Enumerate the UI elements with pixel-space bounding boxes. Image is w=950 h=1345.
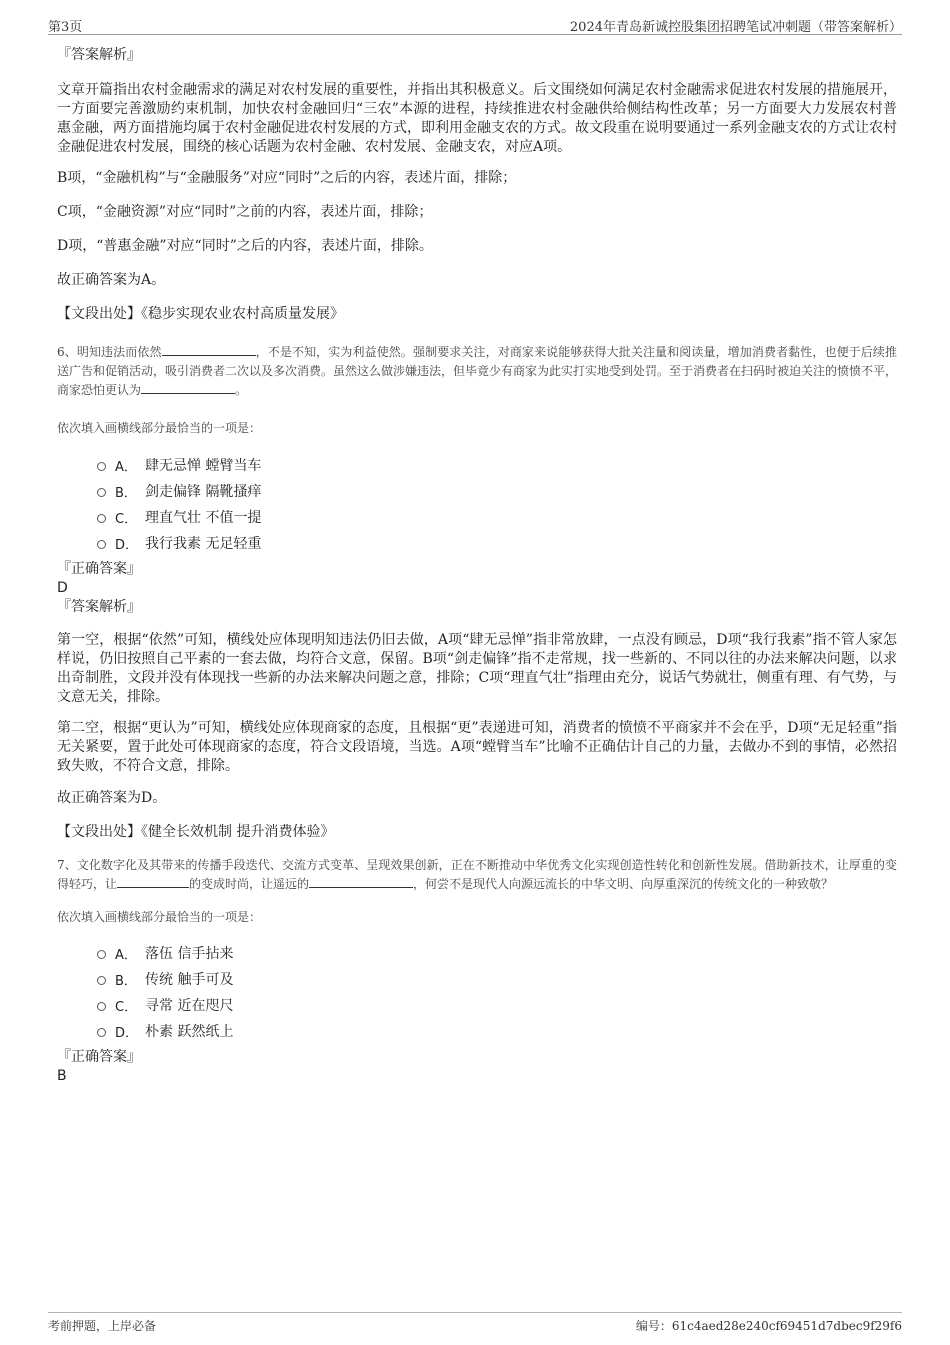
radio-circle-icon[interactable]: [97, 950, 106, 959]
option-label: 朴素 跃然纸上: [145, 1024, 234, 1040]
analysis-paragraph: 故正确答案为D。: [57, 790, 167, 806]
option-label: 我行我素 无足轻重: [145, 536, 262, 552]
option-d[interactable]: D． 我行我素 无足轻重: [57, 530, 897, 556]
correct-answer: D: [57, 580, 68, 596]
option-label: 理直气壮 不值一提: [145, 510, 262, 526]
question-instruction: 依次填入画横线部分最恰当的一项是：: [57, 421, 262, 435]
option-a[interactable]: A． 肆无忌惮 螳臂当车: [57, 452, 897, 478]
document-id: 编号：61c4aed28e240cf69451d7dbec9f29f6: [635, 1319, 902, 1333]
analysis-paragraph: C项，“金融资源”对应“同时”之前的内容，表述片面，排除；: [57, 204, 433, 220]
option-label: 寻常 近在咫尺: [145, 998, 234, 1014]
option-b[interactable]: B． 传统 触手可及: [57, 966, 897, 992]
document-title: 2024年青岛新诚控股集团招聘笔试冲刺题（带答案解析）: [569, 20, 902, 35]
question-6: [57, 343, 897, 400]
question-7: [57, 856, 897, 894]
radio-circle-icon[interactable]: [97, 488, 106, 497]
page-footer: [48, 1312, 902, 1335]
option-c[interactable]: C． 寻常 近在咫尺: [57, 992, 897, 1018]
radio-circle-icon[interactable]: [97, 1028, 106, 1037]
analysis-paragraph: 第一空，根据“依然”可知，横线处应体现明知违法仍旧去做，A项“肆无忌惮”指非常放肆，一点没有顾忌，D项“我行我素”指不管人家怎样说，仍旧按照自己平素的一套去做，均符合文意，保留。B项“剑走偏锋”指不走常规，找一些新的、不同以往的办法来解决问题，以求出奇制胜，文段并没有体现找一些新的办法来解决问题之意，排除；C项“理直气壮”指理由充分，说话气势就壮，侧重有理、有气势，与文意无关，排除。: [57, 632, 897, 705]
fill-blank: [141, 381, 235, 394]
correct-answer-label: 『正确答案』: [57, 561, 141, 577]
page-number: 第3页: [48, 20, 83, 35]
option-label: 剑走偏锋 隔靴搔痒: [145, 484, 262, 500]
question-text: ，何尝不是现代人向源远流长的中华文明、向厚重深沉的传统文化的一种致敬？: [413, 877, 834, 891]
analysis-label: 『答案解析』: [57, 599, 141, 615]
fill-blank: [162, 343, 256, 356]
answer-options: [57, 452, 897, 556]
option-b[interactable]: B． 剑走偏锋 隔靴搔痒: [57, 478, 897, 504]
footer-slogan: 考前押题，上岸必备: [48, 1319, 157, 1333]
radio-circle-icon[interactable]: [97, 1002, 106, 1011]
page-content: [57, 44, 897, 1086]
page-header: [48, 14, 902, 35]
analysis-paragraph: 故正确答案为A。: [57, 272, 166, 288]
option-d[interactable]: D． 朴素 跃然纸上: [57, 1018, 897, 1044]
option-label: 肆无忌惮 螳臂当车: [145, 458, 262, 474]
source-citation: 【文段出处】《健全长效机制 提升消费体验》: [57, 824, 335, 840]
radio-circle-icon[interactable]: [97, 462, 106, 471]
option-c[interactable]: C． 理直气壮 不值一提: [57, 504, 897, 530]
radio-circle-icon[interactable]: [97, 514, 106, 523]
question-text: 7、文化数字化及其带来的传播手段迭代、交流方式变革、呈现效果创新，正在不断推动中华优秀文化实现创造性转化和创新性发展。借助新技术，让厚重的变得轻巧，让: [57, 858, 897, 891]
analysis-paragraph: 第二空，根据“更认为”可知，横线处应体现商家的态度，且根据“更”表递进可知，消费者的愤愤不平商家并不会在乎，D项“无足轻重”指无关紧要，置于此处可体现商家的态度，符合文段语境，当选。A项“螳臂当车”比喻不正确估计自己的力量，去做办不到的事情，必然招致失败，不符合文意，排除。: [57, 720, 897, 774]
analysis-paragraph: D项，“普惠金融”对应“同时”之后的内容，表述片面，排除。: [57, 238, 433, 254]
radio-circle-icon[interactable]: [97, 976, 106, 985]
option-label: 传统 触手可及: [145, 972, 234, 988]
analysis-label: 『答案解析』: [57, 47, 141, 63]
answer-options: [57, 940, 897, 1044]
fill-blank: [117, 875, 189, 888]
option-a[interactable]: A． 落伍 信手拈来: [57, 940, 897, 966]
fill-blank: [309, 875, 413, 888]
question-text: 的变成时尚，让遥远的: [189, 877, 310, 891]
radio-circle-icon[interactable]: [97, 540, 106, 549]
question-text: 6、明知违法而依然: [57, 345, 162, 359]
option-label: 落伍 信手拈来: [145, 946, 234, 962]
question-instruction: 依次填入画横线部分最恰当的一项是：: [57, 910, 262, 924]
analysis-paragraph: B项，“金融机构”与“金融服务”对应“同时”之后的内容，表述片面，排除；: [57, 170, 517, 186]
question-text: 。: [235, 383, 248, 397]
correct-answer-label: 『正确答案』: [57, 1049, 141, 1065]
source-citation: 【文段出处】《稳步实现农业农村高质量发展》: [57, 306, 344, 322]
correct-answer: B: [57, 1068, 67, 1084]
question-text: ，不是不知，实为利益使然。强制要求关注，对商家来说能够获得大批关注量和阅读量，增加消费者黏性，也便于后续推送广告和促销活动，吸引消费者二次以及多次消费。虽然这么做涉嫌违法，但毕竟少有商家为此实打实地受到处罚。至于消费者在扫码时被迫关注的愤愤不平，商家恐怕更认为: [57, 345, 898, 397]
analysis-paragraph: 文章开篇指出农村金融需求的满足对农村发展的重要性，并指出其积极意义。后文围绕如何满足农村金融需求促进农村发展的措施展开，一方面要完善激励约束机制，加快农村金融回归“三农”本源的进程，持续推进农村金融供给侧结构性改革；另一方面要大力发展农村普惠金融，两方面措施均属于农村金融促进农村发展的方式，即利用金融支农的方式。故文段重在说明要通过一系列金融支农的方式让农村金融促进农村发展，围绕的核心话题为农村金融、农村发展、金融支农，对应A项。: [57, 82, 897, 155]
